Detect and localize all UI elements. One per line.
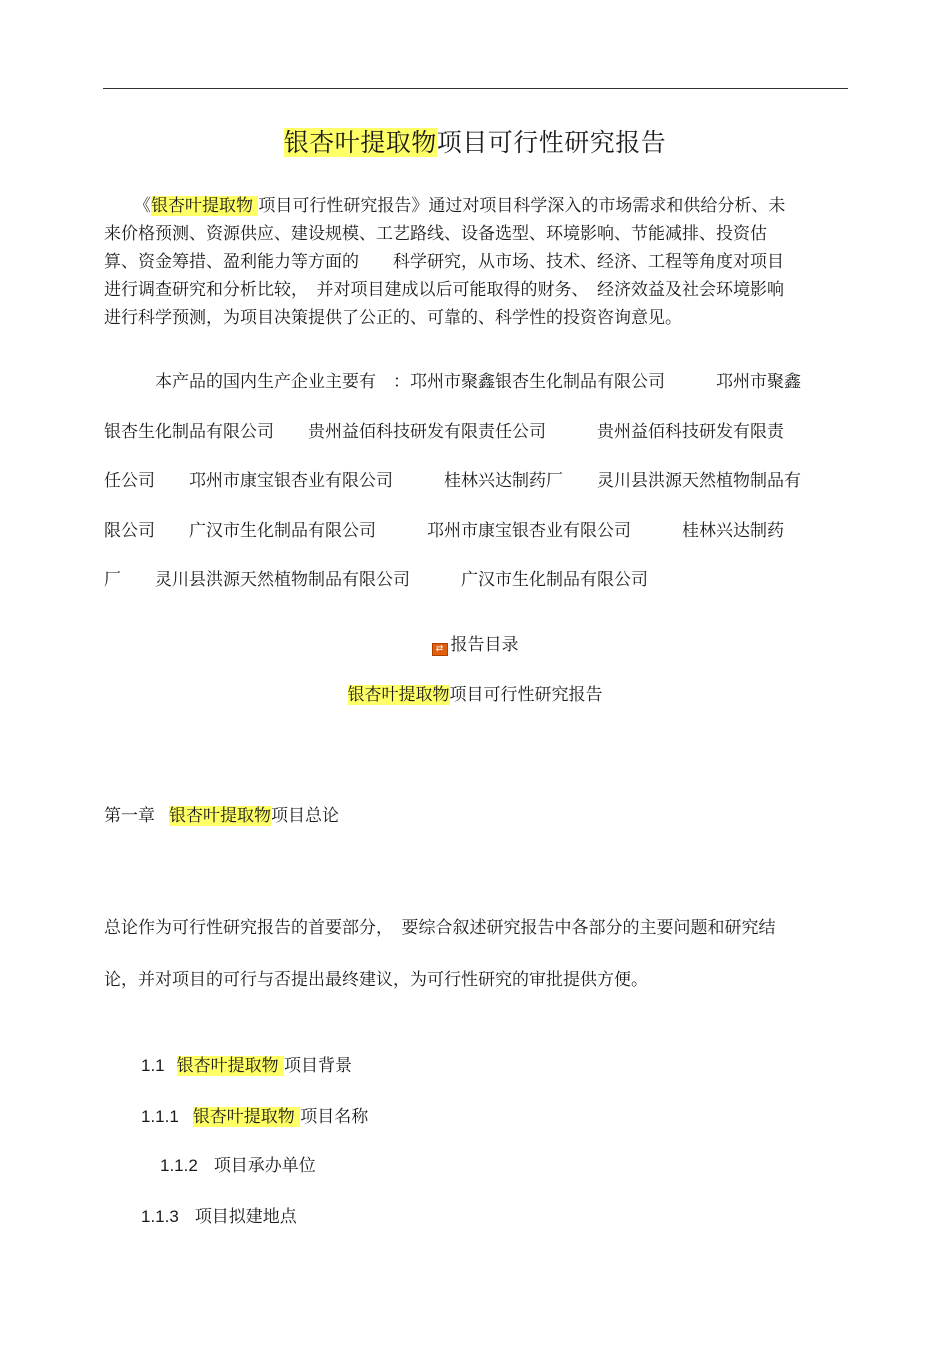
summary-paragraph [104,902,844,1006]
intro-text: 进行科学预测，为项目决策提供了公正的、可靠的、科学性的投资咨询意见。 [104,308,682,328]
section-heading [141,1052,352,1080]
intro-highlight: 银杏叶提取物 [151,196,259,216]
intro-text: 《 [134,196,151,216]
section-number: 1.1.2 [160,1156,198,1175]
section-highlight: 银杏叶提取物 [176,1056,285,1076]
manufacturers-line: 银杏生化制品有限公司 贵州益佰科技研发有限责任公司 贵州益佰科技研发有限责 [104,421,784,442]
chapter-highlight: 银杏叶提取物 [169,806,271,826]
intro-text: 项目可行性研究报告》通过对项目科学深入的市场需求和供给分析、未 [258,196,786,216]
toc-title-highlight: 银杏叶提取物 [347,685,450,705]
intro-text: 来价格预测、资源供应、建设规模、工艺路线、设备选型、环境影响、节能减排、投资估 [104,224,767,244]
section-title: 项目名称 [300,1107,369,1127]
report-icon: ⇄ [432,643,448,656]
intro-line [104,276,844,304]
section-number: 1.1.1 [141,1107,179,1126]
section-number: 1.1 [141,1056,165,1075]
title-rest: 项目可行性研究报告 [436,128,667,157]
manufacturers-line: 厂 灵川县洪源天然植物制品有限公司 广汉市生化制品有限公司 [104,570,648,590]
section-highlight: 银杏叶提取物 [192,1107,301,1127]
intro-paragraph [104,192,844,332]
toc-title [0,681,950,709]
chapter-rest: 项目总论 [271,806,339,826]
section-title: 项目拟建地点 [194,1207,297,1227]
section-heading [141,1203,297,1231]
intro-line [104,192,844,220]
chapter-heading [104,802,339,830]
manufacturers-paragraph [104,358,849,606]
manufacturers-line: 限公司 广汉市生化制品有限公司 邛州市康宝银杏业有限公司 桂林兴达制药 [104,520,784,541]
intro-line [104,220,844,248]
page-title [0,125,950,161]
intro-line [104,248,844,276]
manufacturers-line: 本产品的国内生产企业主要有 ：邛州市聚鑫银杏生化制品有限公司 邛州市聚鑫 [104,372,801,392]
header-rule [103,88,848,89]
section-title: 项目承办单位 [213,1156,316,1176]
section-heading [141,1103,368,1131]
manufacturers-line: 任公司 邛州市康宝银杏业有限公司 桂林兴达制药厂 灵川县洪源天然植物制品有 [104,471,801,491]
intro-text: 进行调查研究和分析比较， 并对项目建成以后可能取得的财务、 经济效益及社会环境影响 [104,280,784,300]
toc-heading-label: 报告目录 [450,635,519,655]
toc-title-rest: 项目可行性研究报告 [449,685,603,705]
intro-line [104,304,844,332]
chapter-label: 第一章 [104,806,155,826]
section-number: 1.1.3 [141,1207,179,1226]
title-highlight: 银杏叶提取物 [283,128,437,157]
section-title: 项目背景 [284,1056,353,1076]
intro-text: 算、资金筹措、盈利能力等方面的 科学研究，从市场、技术、经济、工程等角度对项目 [104,252,784,272]
summary-line: 论，并对项目的可行与否提出最终建议，为可行性研究的审批提供方便。 [104,970,648,990]
summary-line: 总论作为可行性研究报告的首要部分， 要综合叙述研究报告中各部分的主要问题和研究结 [104,918,776,938]
toc-heading [0,631,950,659]
section-heading [160,1152,316,1180]
